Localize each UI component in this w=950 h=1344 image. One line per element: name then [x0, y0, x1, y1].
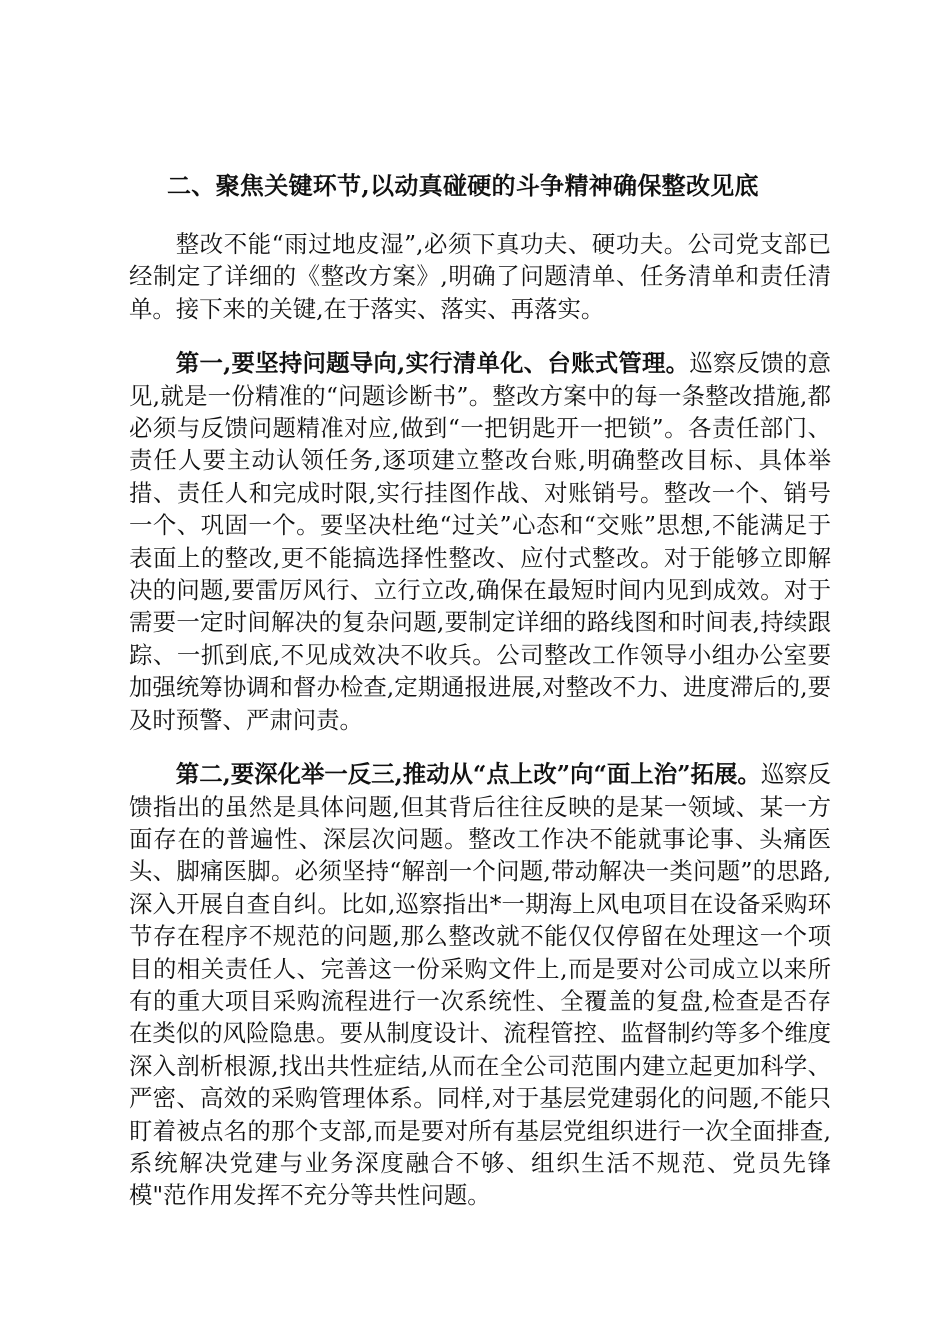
point-two-lead: 第二,要深化举一反三,推动从“点上改”向“面上治”拓展。 — [175, 760, 761, 789]
point-two-paragraph — [129, 758, 831, 1212]
document-page — [129, 160, 831, 1234]
point-one-paragraph — [129, 347, 831, 736]
point-one-body: 巡察反馈的意见,就是一份精准的“问题诊断书”。整改方案中的每一条整改措施,都必须与反馈问题精准对应,做到“一把钥匙开一把锁”。各责任部门、责任人要主动认领任务,逐项建立整改台账,明确整改目标、具体举措、责任人和完成时限,实行挂图作战、对账销号。整改一个、销号一个、巩固一个。要坚决杜绝“过关”心态和“交账”思想,不能满足于表面上的整改,更不能搞选择性整改、应付式整改。对于能够立即解决的问题,要雷厉风行、立行立改,确保在最短时间内见到成效。对于需要一定时间解决的复杂问题,要制定详细的路线图和时间表,持续跟踪、一抓到底,不见成效决不收兵。公司整改工作领导小组办公室要加强统筹协调和督办检查,定期通报进展,对整改不力、进度滞后的,要及时预警、严肃问责。 — [129, 349, 832, 734]
point-two-body: 巡察反馈指出的虽然是具体问题,但其背后往往反映的是某一领域、某一方面存在的普遍性、深层次问题。整改工作决不能就事论事、头痛医头、脚痛医脚。必须坚持“解剖一个问题,带动解决一类问题”的思路,深入开展自查自纠。比如,巡察指出*一期海上风电项目在设备采购环节存在程序不规范的问题,那么整改就不能仅仅停留在处理这一个项目的相关责任人、完善这一份采购文件上,而是要对公司成立以来所有的重大项目采购流程进行一次系统性、全覆盖的复盘,检查是否存在类似的风险隐患。要从制度设计、流程管控、监督制约等多个维度深入剖析根源,找出共性症结,从而在全公司范围内建立起更加科学、严密、高效的采购管理体系。同样,对于基层党建弱化的问题,不能只盯着被点名的那个支部,而是要对所有基层党组织进行一次全面排查,系统解决党建与业务深度融合不够、组织生活不规范、党员先锋模"范作用发挥不充分等共性问题。 — [129, 760, 832, 1210]
section-heading: 二、聚焦关键环节,以动真碰硬的斗争精神确保整改见底 — [167, 171, 759, 200]
intro-paragraph: 整改不能“雨过地皮湿”,必须下真功夫、硬功夫。公司党支部已经制定了详细的《整改方案》,明确了问题清单、任务清单和责任清单。接下来的关键,在于落实、落实、再落实。 — [129, 230, 831, 323]
point-one-lead: 第一,要坚持问题导向,实行清单化、台账式管理。 — [175, 349, 690, 378]
